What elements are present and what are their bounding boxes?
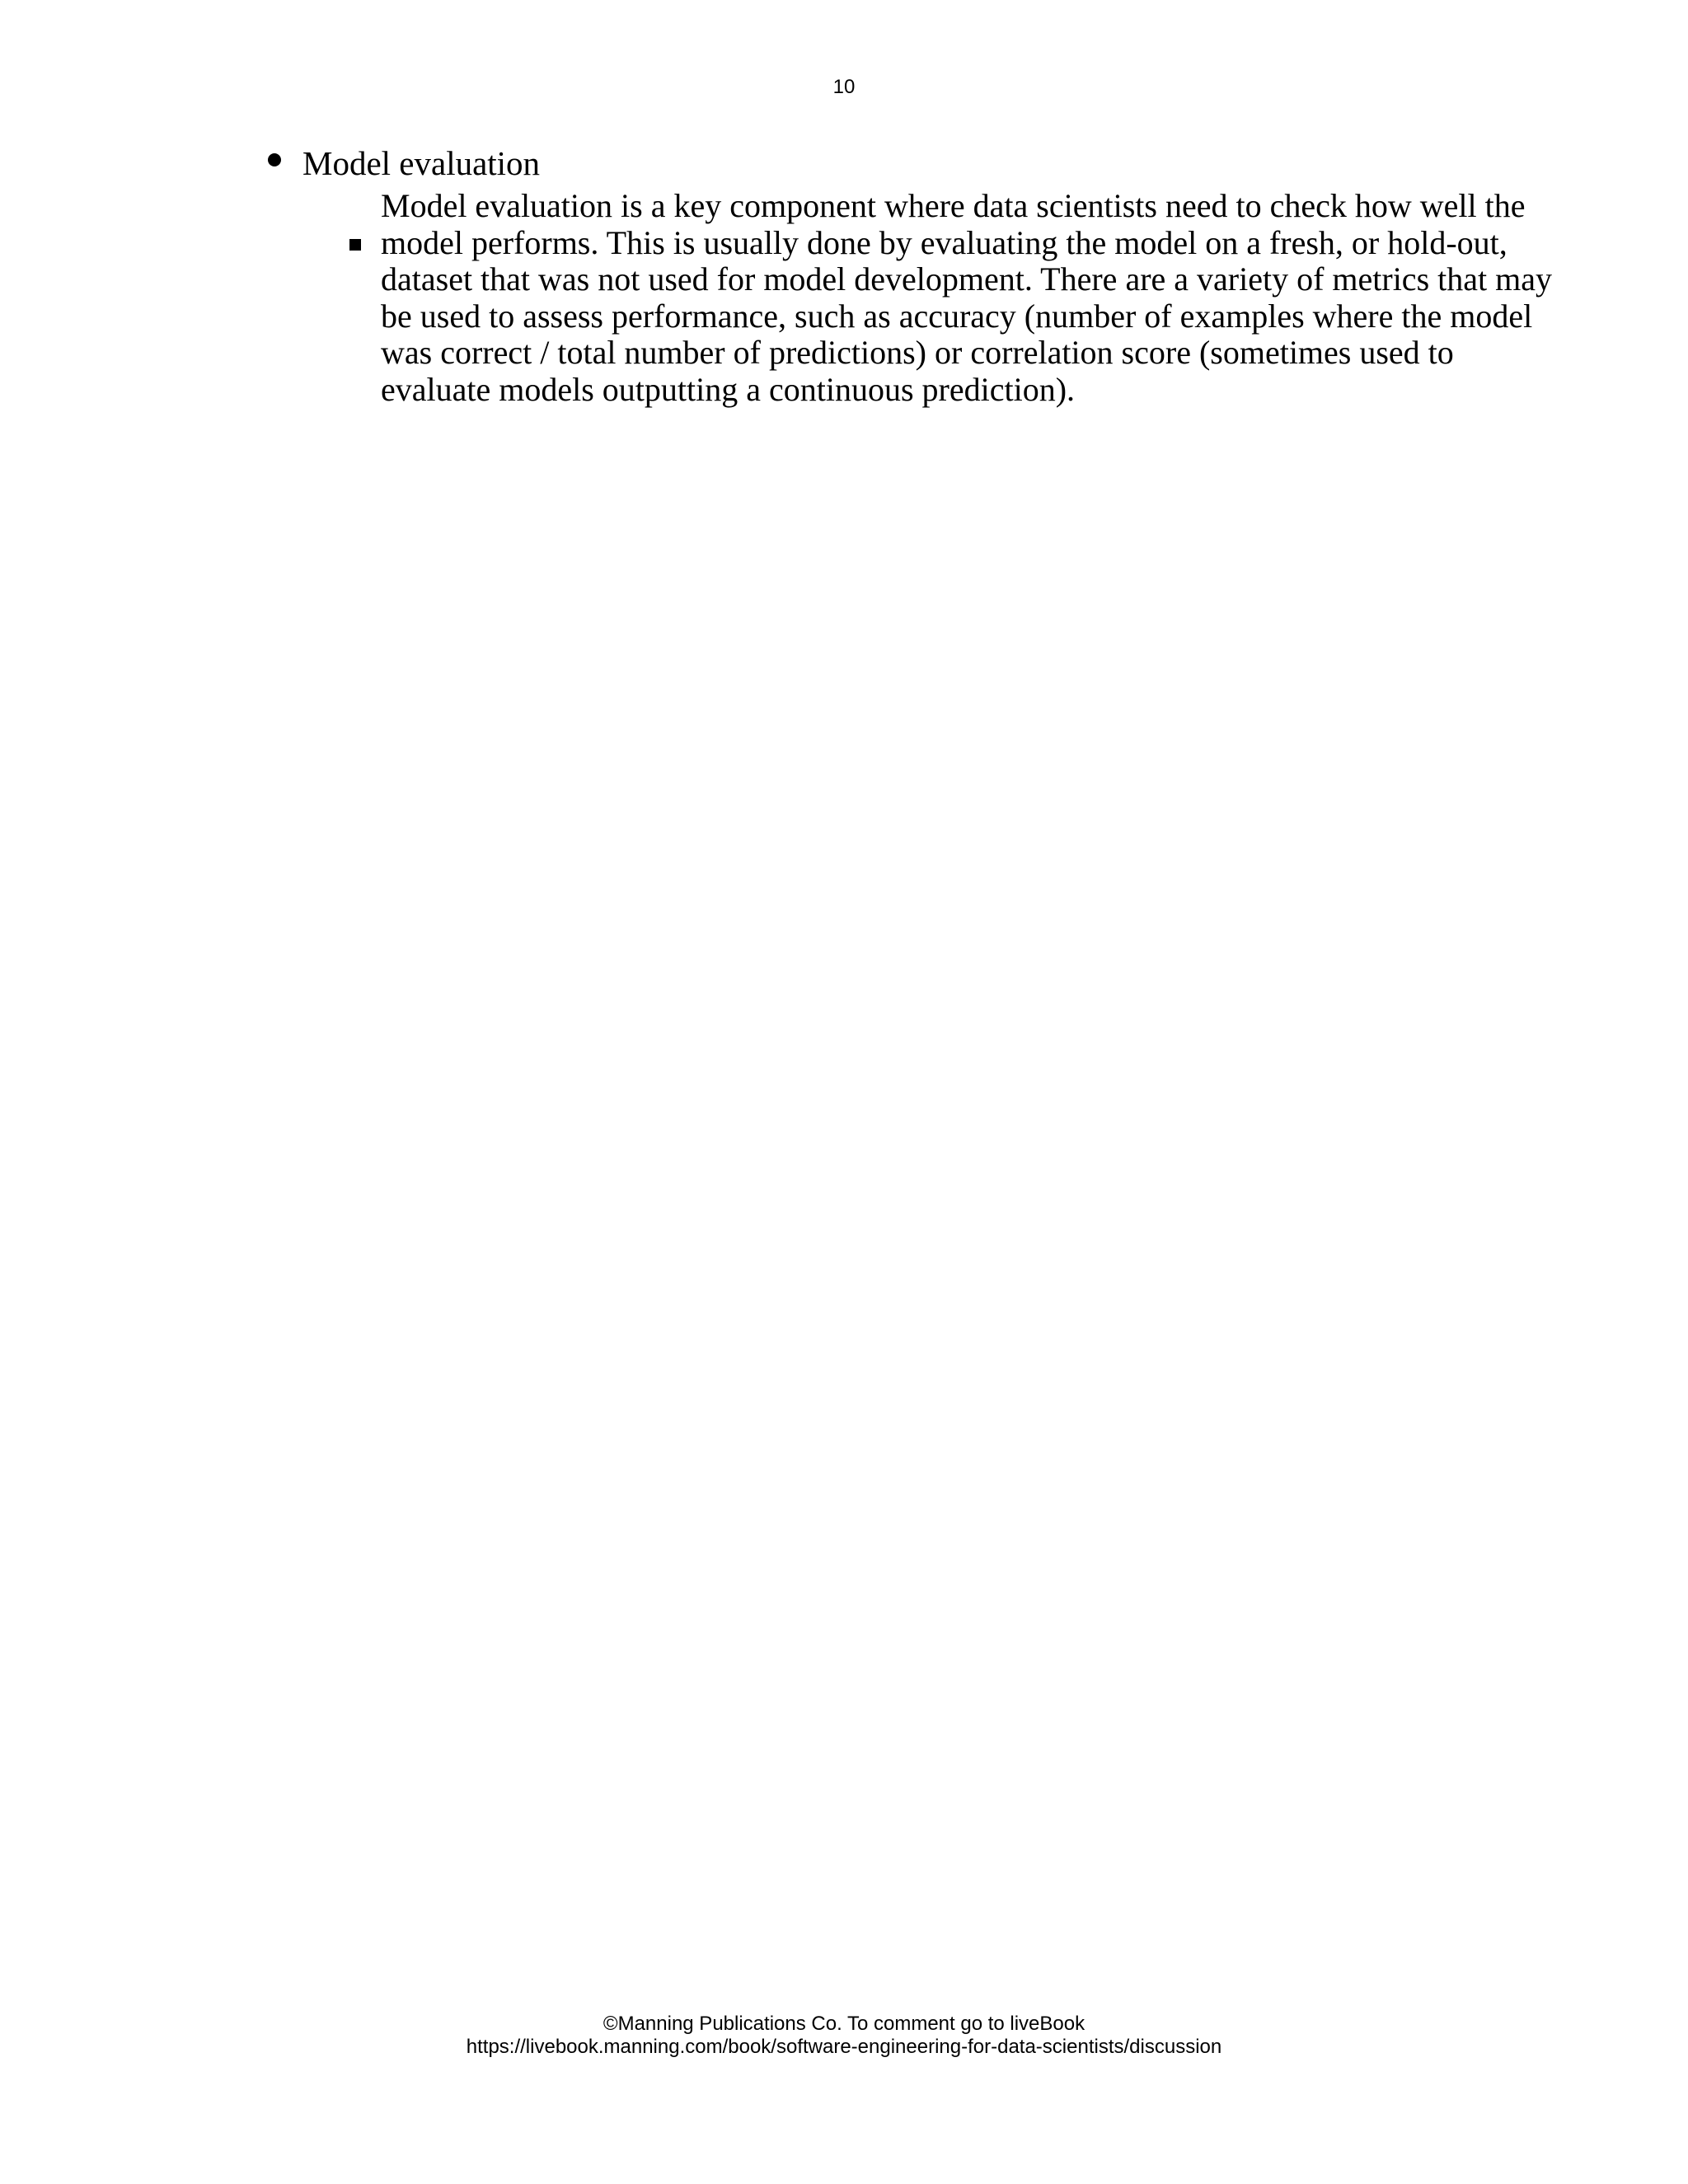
paragraph-line: be used to assess performance, such as accuracy (number of examples where the model bbox=[381, 297, 1533, 335]
paragraph-line: dataset that was not used for model development. There are a variety of metrics that may bbox=[381, 260, 1552, 298]
footer-copyright: ©Manning Publications Co. To comment go to liveBook bbox=[603, 2013, 1085, 2035]
bullet-label: Model evaluation bbox=[302, 144, 541, 182]
round-bullet-icon bbox=[268, 153, 281, 166]
bullet-item-model-evaluation bbox=[0, 142, 1688, 191]
page-number: 10 bbox=[832, 76, 856, 98]
sub-bullet-paragraph bbox=[381, 188, 1568, 408]
page-footer bbox=[0, 2013, 1688, 2059]
paragraph-line: model performs. This is usually done by evaluating the model on a fresh, or hold-out, bbox=[381, 223, 1507, 261]
paragraph-line: Model evaluation is a key component where data scientists need to check how well the bbox=[381, 187, 1526, 224]
paragraph-line: evaluate models outputting a continuous prediction). bbox=[381, 370, 1076, 408]
square-bullet-icon bbox=[349, 239, 361, 251]
footer-url: https://livebook.manning.com/book/software-engineering-for-data-scientists/discussion bbox=[466, 2036, 1222, 2058]
paragraph-line: was correct / total number of predictions) or correlation score (sometimes used to bbox=[381, 334, 1454, 371]
